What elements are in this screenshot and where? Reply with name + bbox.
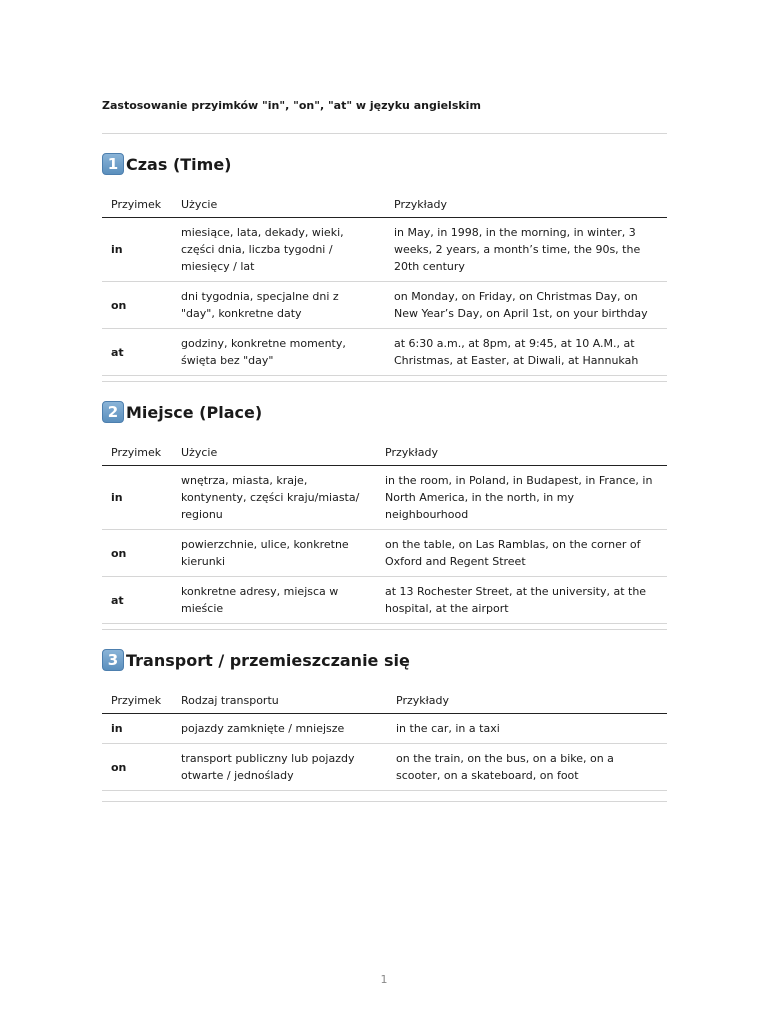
preposition-cell: at bbox=[102, 577, 172, 624]
column-header: Przykłady bbox=[385, 191, 667, 218]
preposition-cell: in bbox=[102, 714, 172, 744]
keycap-digit-two-icon: 2 bbox=[102, 401, 124, 423]
column-header: Przykłady bbox=[376, 439, 667, 466]
preposition-cell: in bbox=[102, 466, 172, 530]
page-number: 1 bbox=[380, 973, 388, 986]
column-header: Przyimek bbox=[102, 687, 172, 714]
usage-cell: pojazdy zamknięte / mniejsze bbox=[172, 714, 387, 744]
section-heading-place bbox=[102, 399, 262, 425]
table-row bbox=[102, 282, 667, 329]
document-title: Zastosowanie przyimków "in", "on", "at" w języku angielskim bbox=[102, 99, 481, 112]
usage-cell: konkretne adresy, miejsca w mieście bbox=[172, 577, 376, 624]
preposition-cell: on bbox=[102, 744, 172, 791]
examples-cell: at 13 Rochester Street, at the university, at the hospital, at the airport bbox=[376, 577, 667, 624]
usage-cell: powierzchnie, ulice, konkretne kierunki bbox=[172, 530, 376, 577]
table-header-row bbox=[102, 687, 667, 714]
keycap-digit-one-icon: 1 bbox=[102, 153, 124, 175]
divider bbox=[102, 629, 667, 630]
examples-cell: in the room, in Poland, in Budapest, in France, in North America, in the north, in my neighbourhood bbox=[376, 466, 667, 530]
keycap-digit-three-icon: 3 bbox=[102, 649, 124, 671]
divider bbox=[102, 381, 667, 382]
column-header: Przykłady bbox=[387, 687, 667, 714]
table-row bbox=[102, 577, 667, 624]
table-row bbox=[102, 218, 667, 282]
time-table bbox=[102, 191, 667, 376]
table-header-row bbox=[102, 439, 667, 466]
section-heading-transport bbox=[102, 647, 410, 673]
table-header-row bbox=[102, 191, 667, 218]
preposition-cell: in bbox=[102, 218, 172, 282]
section-title: Czas (Time) bbox=[126, 154, 232, 174]
column-header: Użycie bbox=[172, 191, 385, 218]
usage-cell: wnętrza, miasta, kraje, kontynenty, części kraju/miasta/ regionu bbox=[172, 466, 376, 530]
preposition-cell: on bbox=[102, 530, 172, 577]
table-row bbox=[102, 530, 667, 577]
section-title: Transport / przemieszczanie się bbox=[126, 650, 410, 670]
divider bbox=[102, 133, 667, 134]
examples-cell: in the car, in a taxi bbox=[387, 714, 667, 744]
preposition-cell: on bbox=[102, 282, 172, 329]
examples-cell: on the table, on Las Ramblas, on the corner of Oxford and Regent Street bbox=[376, 530, 667, 577]
table-row bbox=[102, 329, 667, 376]
table-row bbox=[102, 744, 667, 791]
examples-cell: on Monday, on Friday, on Christmas Day, on New Year’s Day, on April 1st, on your birthday bbox=[385, 282, 667, 329]
place-table bbox=[102, 439, 667, 624]
section-title: Miejsce (Place) bbox=[126, 402, 263, 422]
table-row bbox=[102, 466, 667, 530]
usage-cell: dni tygodnia, specjalne dni z "day", konkretne daty bbox=[172, 282, 385, 329]
column-header: Przyimek bbox=[102, 439, 172, 466]
usage-cell: miesiące, lata, dekady, wieki, części dnia, liczba tygodni / miesięcy / lat bbox=[172, 218, 385, 282]
column-header: Przyimek bbox=[102, 191, 172, 218]
column-header: Użycie bbox=[172, 439, 376, 466]
column-header: Rodzaj transportu bbox=[172, 687, 387, 714]
usage-cell: godziny, konkretne momenty, święta bez "day" bbox=[172, 329, 385, 376]
table-row bbox=[102, 714, 667, 744]
usage-cell: transport publiczny lub pojazdy otwarte / jednoślady bbox=[172, 744, 387, 791]
divider bbox=[102, 801, 667, 802]
examples-cell: in May, in 1998, in the morning, in winter, 3 weeks, 2 years, a month’s time, the 90s, the 20th century bbox=[385, 218, 667, 282]
section-heading-time bbox=[102, 151, 232, 177]
examples-cell: at 6:30 a.m., at 8pm, at 9:45, at 10 A.M., at Christmas, at Easter, at Diwali, at Hannukah bbox=[385, 329, 667, 376]
transport-table bbox=[102, 687, 667, 791]
examples-cell: on the train, on the bus, on a bike, on a scooter, on a skateboard, on foot bbox=[387, 744, 667, 791]
preposition-cell: at bbox=[102, 329, 172, 376]
